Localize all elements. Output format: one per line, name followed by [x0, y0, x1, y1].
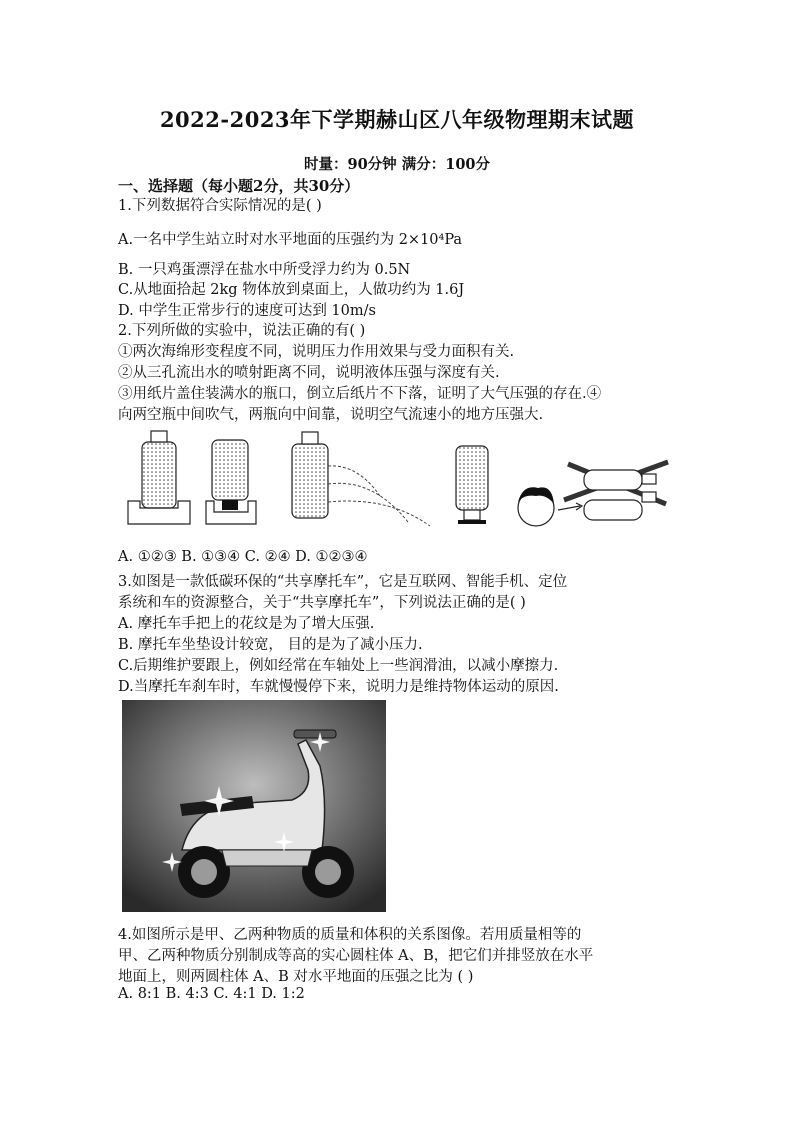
q4-stem-line2: 甲、乙两种物质分别制成等高的实心圆柱体 A、B，把它们并排竖放在水平 [118, 948, 594, 964]
q2-options: A. ①②③ B. ①③④ C. ②④ D. ①②③④ [118, 549, 368, 565]
q2-statement-2: ②从三孔流出水的喷射距离不同，说明液体压强与深度有关. [118, 365, 500, 381]
q2-statement-3: ③用纸片盖住装满水的瓶口，倒立后纸片不下落，证明了大气压强的存在.④ [118, 386, 602, 402]
q2-experiment-figures [118, 426, 678, 536]
q4-stem-line1: 4.如图所示是甲、乙两种物质的质量和体积的关系图像。若用质量相等的 [118, 927, 582, 943]
q2-stem: 2.下列所做的实验中，说法正确的有( ) [118, 323, 366, 339]
q2-statement-4: 向两空瓶中间吹气，两瓶向中间靠，说明空气流速小的地方压强大. [118, 407, 544, 423]
q1-stem: 1.下列数据符合实际情况的是( ) [118, 198, 322, 214]
q3-stem-line2: 系统和车的资源整合，关于“共享摩托车”，下列说法正确的是( ) [118, 595, 526, 611]
q2-statement-1: ①两次海绵形变程度不同，说明压力作用效果与受力面积有关. [118, 344, 515, 360]
page-title: 2022-2023年下学期赫山区八年级物理期末试题 [159, 107, 635, 132]
section-heading: 一、选择题（每小题2分，共30分） [118, 177, 360, 195]
exam-meta: 时量：90分钟 满分：100分 [304, 156, 490, 173]
sponge-bottle-inverted-figure [206, 440, 256, 524]
scooter-photo [122, 700, 386, 912]
three-hole-jet-figure [292, 432, 430, 526]
q1-option-d: D. 中学生正常步行的速度可达到 10m/s [118, 303, 376, 319]
paper-cover-bottle-figure [456, 446, 488, 524]
q1-option-c: C.从地面拾起 2kg 物体放到桌面上，人做功约为 1.6J [118, 282, 465, 298]
q1-option-a: A.一名中学生站立时对水平地面的压强约为 2×10⁴Pa [118, 232, 463, 248]
q3-option-c: C.后期维护要跟上，例如经常在车轴处上一些润滑油，以减小摩擦力. [118, 658, 559, 674]
q4-stem-line3: 地面上，则两圆柱体 A、B 对水平地面的压强之比为 ( ) [118, 969, 474, 985]
q3-stem-line1: 3.如图是一款低碳环保的“共享摩托车”，它是互联网、智能手机、定位 [118, 574, 568, 590]
q3-option-a: A. 摩托车手把上的花纹是为了增大压强. [118, 616, 375, 632]
q4-options: A. 8:1 B. 4:3 C. 4:1 D. 1:2 [118, 986, 305, 1002]
q3-option-d: D.当摩托车刹车时，车就慢慢停下来，说明力是维持物体运动的原因. [118, 679, 559, 695]
q3-option-b: B. 摩托车坐垫设计较宽， 目的是为了减小压力. [118, 637, 423, 653]
blowing-between-bottles-figure [518, 462, 668, 526]
q1-option-b: B. 一只鸡蛋漂浮在盐水中所受浮力约为 0.5N [118, 262, 411, 278]
sponge-bottle-upright-figure [128, 431, 190, 524]
